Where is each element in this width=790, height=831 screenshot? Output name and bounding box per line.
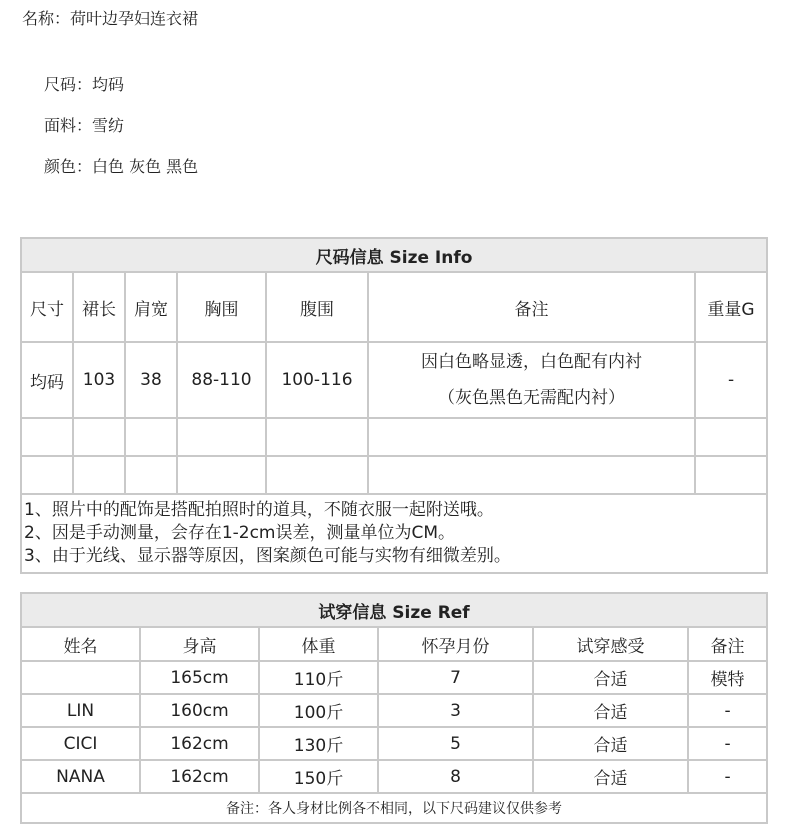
note-item: 1、照片中的配饰是搭配拍照时的道具，不随衣服一起附送哦。 (24, 500, 494, 520)
cell-remark: 模特 (688, 661, 767, 694)
cell-height: 160cm (140, 694, 259, 727)
cell-name: NANA (21, 760, 140, 793)
col-header-pregnancy-month: 怀孕月份 (378, 627, 533, 661)
cell-name: LIN (21, 694, 140, 727)
table-row (21, 694, 767, 727)
product-size: 尺码：均码 (44, 75, 125, 94)
remark-line-1: 因白色略显透，白色配有内衬 (421, 352, 642, 372)
product-colors: 颜色：白色 灰色 黑色 (44, 157, 199, 176)
col-header-fit: 试穿感受 (533, 627, 688, 661)
cell-month: 5 (378, 727, 533, 760)
cell-weight: 130斤 (259, 727, 378, 760)
cell-remark: - (688, 694, 767, 727)
cell-fit: 合适 (533, 760, 688, 793)
cell-fit: 合适 (533, 694, 688, 727)
remark-line-2: （灰色黑色无需配内衬） (438, 388, 625, 408)
cell-shoulder: 38 (125, 342, 177, 418)
cell-name: CICI (21, 727, 140, 760)
col-header-length: 裙长 (73, 272, 125, 342)
cell-remark: - (688, 760, 767, 793)
size-ref-table (20, 592, 768, 824)
cell-fit: 合适 (533, 661, 688, 694)
cell-height: 162cm (140, 760, 259, 793)
table-row-empty (21, 456, 767, 494)
col-header-weight: 体重 (259, 627, 378, 661)
cell-height: 165cm (140, 661, 259, 694)
col-header-remark: 备注 (368, 272, 695, 342)
col-header-height: 身高 (140, 627, 259, 661)
table-row-empty (21, 418, 767, 456)
cell-size: 均码 (21, 342, 73, 418)
product-fabric: 面料：雪纺 (44, 116, 125, 135)
cell-month: 7 (378, 661, 533, 694)
table-row (21, 661, 767, 694)
col-header-shoulder: 肩宽 (125, 272, 177, 342)
size-ref-footer: 备注：各人身材比例各不相同，以下尺码建议仅供参考 (21, 793, 767, 823)
col-header-size: 尺寸 (21, 272, 73, 342)
cell-fit: 合适 (533, 727, 688, 760)
product-name: 名称：荷叶边孕妇连衣裙 (22, 9, 199, 28)
size-info-table (20, 237, 768, 574)
table-row (21, 727, 767, 760)
table-row (21, 342, 767, 418)
size-notes (21, 494, 767, 573)
cell-month: 8 (378, 760, 533, 793)
cell-weight: 150斤 (259, 760, 378, 793)
note-item: 2、因是手动测量，会存在1-2cm误差，测量单位为CM。 (24, 523, 456, 543)
cell-name (21, 661, 140, 694)
col-header-ref-remark: 备注 (688, 627, 767, 661)
cell-belly: 100-116 (266, 342, 368, 418)
cell-length: 103 (73, 342, 125, 418)
size-info-title: 尺码信息 Size Info (21, 238, 767, 272)
note-item: 3、由于光线、显示器等原因，图案颜色可能与实物有细微差别。 (24, 546, 511, 566)
cell-remark (368, 342, 695, 418)
col-header-weight: 重量G (695, 272, 767, 342)
cell-weight: 100斤 (259, 694, 378, 727)
col-header-belly: 腹围 (266, 272, 368, 342)
cell-month: 3 (378, 694, 533, 727)
col-header-name: 姓名 (21, 627, 140, 661)
cell-bust: 88-110 (177, 342, 266, 418)
cell-weight: 110斤 (259, 661, 378, 694)
col-header-bust: 胸围 (177, 272, 266, 342)
size-ref-title: 试穿信息 Size Ref (21, 593, 767, 627)
cell-height: 162cm (140, 727, 259, 760)
cell-remark: - (688, 727, 767, 760)
table-row (21, 760, 767, 793)
cell-weight: - (695, 342, 767, 418)
